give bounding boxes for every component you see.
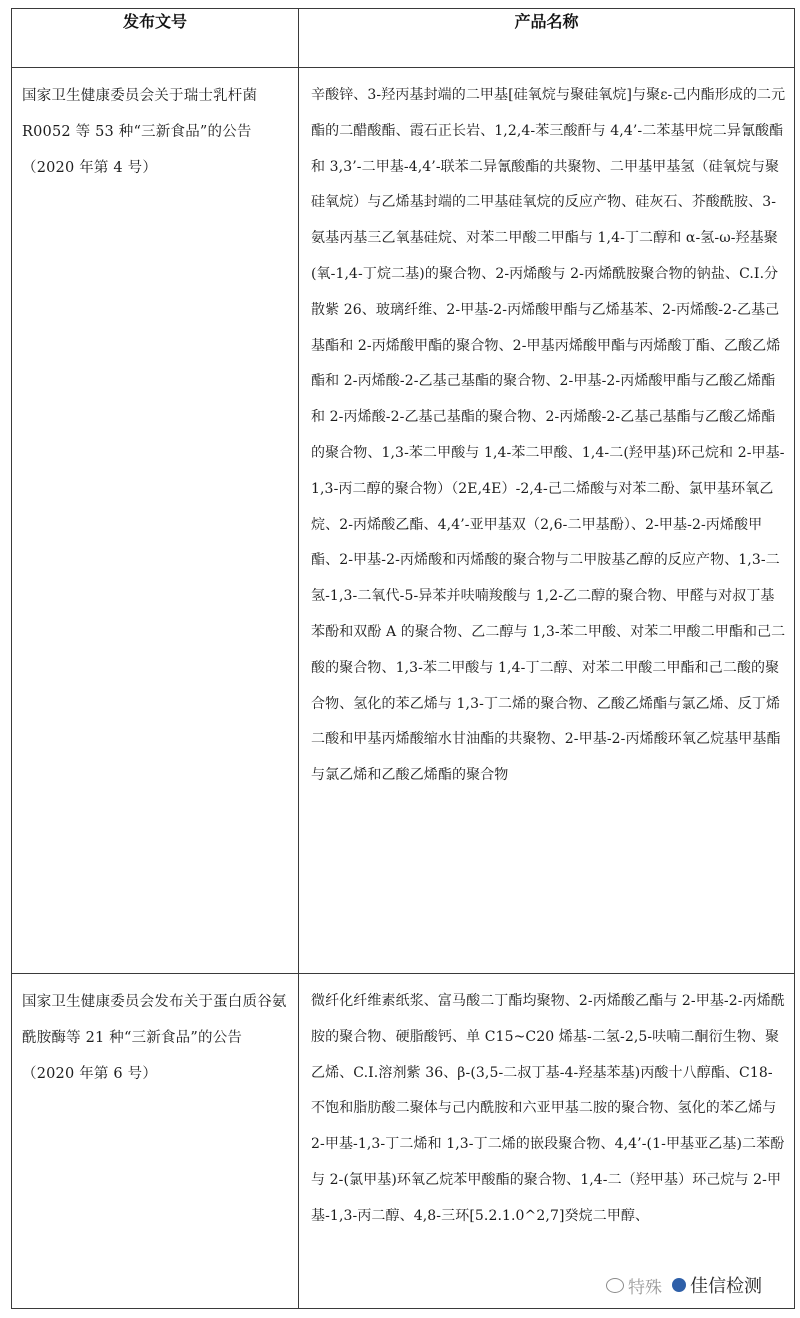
doc-number-text: 国家卫生健康委员会发布关于蛋白质谷氨酰胺酶等 21 种“三新食品”的公告（2020 年第 6 号） — [22, 994, 287, 1082]
doc-number-cell — [12, 974, 299, 1309]
products-text: 辛酸锌、3-羟丙基封端的二甲基[硅氧烷与聚硅氧烷]与聚ε-己内酯形成的二元酯的二醋酸酯、霞石正长岩、1,2,4-苯三酸酐与 4,4’-二苯基甲烷二异氰酸酯和 3,3’-二甲基-4,4’-联苯二异氰酸酯的共聚物、二甲基甲基氢（硅氧烷与聚硅氧烷）与乙烯基封端的二甲基硅氧烷的反应产物、硅灰石、芥酸酰胺、3-氨基丙基三乙氧基硅烷、对苯二甲酸二甲酯与 1,4-丁二醇和 α-氢-ω-羟基聚(氧-1,4-丁烷二基)的聚合物、2-丙烯酸与 2-丙烯酰胺聚合物的钠盐、C.I.分散紫 26、玻璃纤维、2-甲基-2-丙烯酸甲酯与乙烯基苯、2-丙烯酸-2-乙基己基酯和 2-丙烯酸甲酯的聚合物、2-甲基丙烯酸甲酯与丙烯酸丁酯、乙酸乙烯酯和 2-丙烯酸-2-乙基己基酯的聚合物、2-甲基-2-丙烯酸甲酯与乙酸乙烯酯和 2-丙烯酸-2-乙基己基酯的聚合物、2-丙烯酸-2-乙基己基酯与乙酸乙烯酯的聚合物、1,3-苯二甲酸与 1,4-苯二甲酸、1,4-二(羟甲基)环己烷和 2-甲基-1,3-丙二醇的聚合物）（2E,4E）-2,4-己二烯酸与对苯二酚、氯甲基环氧乙烷、2-丙烯酸乙酯、4,4’-亚甲基双（2,6-二甲基酚）、2-甲基-2-丙烯酸甲酯、2-甲基-2-丙烯酸和丙烯酸的聚合物与二甲胺基乙醇的反应产物、1,3-二氢-1,3-二氧代-5-异苯并呋喃羧酸与 1,2-乙二醇的聚合物、甲醛与对叔丁基苯酚和双酚 A 的聚合物、乙二醇与 1,3-苯二甲酸、对苯二甲酸二甲酯和己二酸的聚合物、1,3-苯二甲酸与 1,4-丁二醇、对苯二甲酸二甲酯和己二酸的聚合物、氢化的苯乙烯与 1,3-丁二烯的聚合物、乙酸乙烯酯与氯乙烯、反丁烯二酸和甲基丙烯酸缩水甘油酯的共聚物、2-甲基-2-丙烯酸环氧乙烷基甲基酯与氯乙烯和乙酸乙烯酯的聚合物 — [311, 87, 786, 784]
wechat-icon — [606, 1278, 624, 1293]
products-table — [11, 8, 795, 1309]
header-doc-number: 发布文号 — [12, 9, 299, 68]
watermark — [600, 1270, 768, 1300]
header-product-name: 产品名称 — [299, 9, 795, 68]
doc-number-text: 国家卫生健康委员会关于瑞士乳杆菌 R0052 等 53 种“三新食品”的公告（2020 年第 4 号） — [22, 88, 258, 176]
products-cell — [299, 974, 795, 1309]
table-header-row — [12, 9, 795, 68]
watermark-text-2: 佳信检测 — [690, 1276, 762, 1297]
brand-logo-icon — [672, 1278, 686, 1292]
table-row — [12, 68, 795, 974]
table-row — [12, 974, 795, 1309]
products-text: 微纤化纤维素纸浆、富马酸二丁酯均聚物、2-丙烯酸乙酯与 2-甲基-2-丙烯酰胺的聚合物、硬脂酸钙、单 C15~C20 烯基-二氢-2,5-呋喃二酮衍生物、聚乙烯、C.I.溶剂紫 36、β-(3,5-二叔丁基-4-羟基苯基)丙酸十八醇酯、C18-不饱和脂肪酸二聚体与己内酰胺和六亚甲基二胺的聚合物、氢化的苯乙烯与 2-甲基-1,3-丁二烯和 1,3-丁二烯的嵌段聚合物、4,4’-(1-甲基亚乙基)二苯酚与 2-(氯甲基)环氧乙烷苯甲酸酯的聚合物、1,4-二（羟甲基）环己烷与 2-甲基-1,3-丙二醇、4,8-三环[5.2.1.0^2,7]癸烷二甲醇、 — [311, 993, 785, 1224]
doc-number-cell — [12, 68, 299, 974]
watermark-text-1: 特殊 — [628, 1277, 662, 1298]
products-cell — [299, 68, 795, 974]
